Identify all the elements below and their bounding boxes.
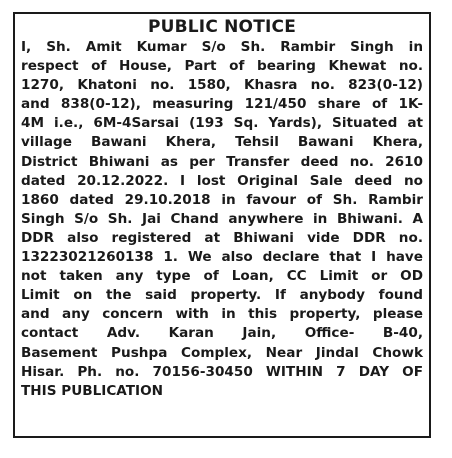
public-notice bbox=[13, 12, 431, 438]
notice-line: Limit on the said property. If anybody found bbox=[21, 287, 423, 304]
notice-title: PUBLIC NOTICE bbox=[147, 17, 297, 37]
notice-line: 1270, Khatoni no. 1580, Khasra no. 823(0-12) bbox=[21, 77, 423, 94]
notice-line: contact Adv. Karan Jain, Office- B-40, bbox=[21, 325, 423, 342]
notice-line: District Bhiwani as per Transfer deed no. 2610 bbox=[21, 153, 423, 170]
notice-line: THIS PUBLICATION bbox=[21, 382, 164, 399]
notice-line: DDR also registered at Bhiwani vide DDR no. bbox=[21, 229, 423, 246]
notice-line: Singh S/o Sh. Jai Chand anywhere in Bhiwani. A bbox=[21, 210, 423, 227]
notice-line: and any concern with in this property, please bbox=[21, 306, 423, 323]
notice-line: respect of House, Part of bearing Khewat no. bbox=[21, 58, 423, 75]
notice-line: not taken any type of Loan, CC Limit or OD bbox=[21, 268, 423, 285]
notice-line: village Bawani Khera, Tehsil Bawani Khera, bbox=[21, 134, 423, 151]
notice-line: 1860 dated 29.10.2018 in favour of Sh. Rambir bbox=[21, 191, 423, 208]
notice-line: 4M i.e., 6M-4Sarsai (193 Sq. Yards), Situated at bbox=[21, 115, 423, 132]
notice-line: I, Sh. Amit Kumar S/o Sh. Rambir Singh in bbox=[21, 39, 423, 55]
notice-line: dated 20.12.2022. I lost Original Sale deed no bbox=[21, 172, 423, 189]
notice-line: Hisar. Ph. no. 70156-30450 WITHIN 7 DAY OF bbox=[21, 363, 423, 380]
notice-line: 13223021260138 1. We also declare that I have bbox=[21, 249, 423, 266]
notice-line: Basement Pushpa Complex, Near Jindal Chowk bbox=[21, 344, 423, 361]
notice-body bbox=[21, 38, 423, 401]
notice-line: and 838(0-12), measuring 121/450 share of 1K- bbox=[21, 96, 423, 113]
